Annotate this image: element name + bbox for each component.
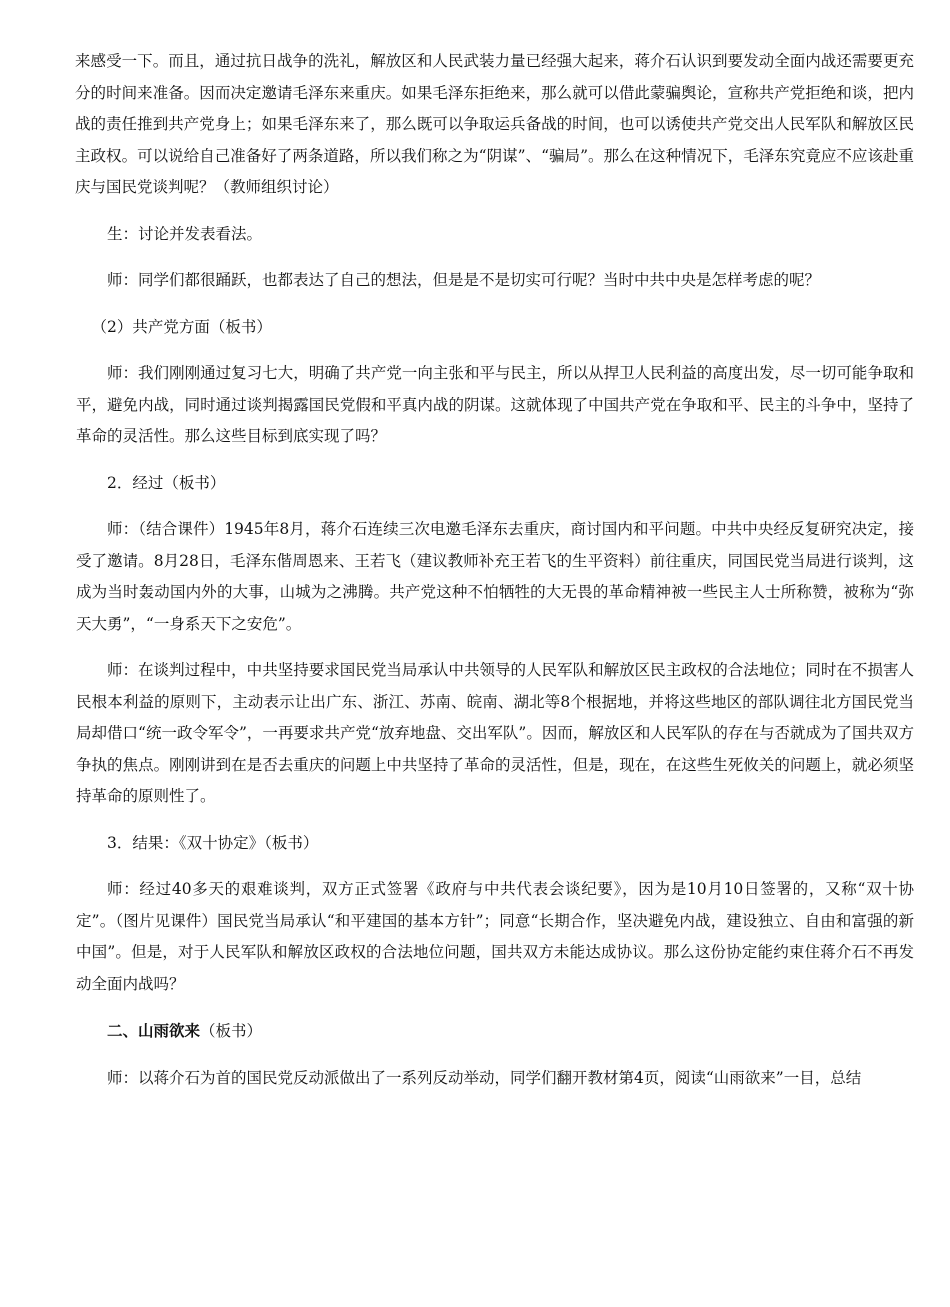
section-heading-suffix: （板书）	[200, 1022, 263, 1040]
subheading-process: 2．经过（板书）	[107, 473, 226, 492]
paragraph-student-discussion: 生：讨论并发表看法。	[107, 224, 263, 243]
subheading-result: 3．结果：《双十协定》（板书）	[107, 833, 319, 852]
paragraph-continued: 来感受一下。而且，通过抗日战争的洗礼，解放区和人民武装力量已经强大起来，蒋介石认识到要发动全面内战还需要更充分的时间来准备。因而决定邀请毛泽东来重庆。如果毛泽东拒绝来，那么就可以借此蒙骗舆论，宣称共产党拒绝和谈，把内战的责任推到共产党身上；如果毛泽东来了，那么既可以争取运兵备战的时间，也可以诱使共产党交出人民军队和解放区民主政权。可以说给自己准备好了两条道路，所以我们称之为“阴谋”、“骗局”。那么在这种情况下，毛泽东究竟应不应该赴重庆与国民党谈判呢？（教师组织讨论）	[75, 52, 914, 196]
section-heading-two	[76, 1015, 914, 1048]
paragraph-chongqing-trip: 师：（结合课件）1945年8月，蒋介石连续三次电邀毛泽东去重庆，商讨国内和平问题。中共中央经反复研究决定，接受了邀请。8月28日，毛泽东偕周恩来、王若飞（建议教师补充王若飞的生平资料）前往重庆，同国民党当局进行谈判，这成为当时轰动国内外的大事，山城为之沸腾。共产党这种不怕牺牲的大无畏的革命精神被一些民主人士所称赞，被称为“弥天大勇”，“一身系天下之安危”。	[76, 520, 914, 633]
paragraph-seventh-congress: 师：我们刚刚通过复习七大，明确了共产党一向主张和平与民主，所以从捍卫人民利益的高度出发，尽一切可能争取和平，避免内战，同时通过谈判揭露国民党假和平真内战的阴谋。这就体现了中国共产党在争取和平、民主的斗争中，坚持了革命的灵活性。那么这些目标到底实现了吗？	[76, 364, 914, 445]
subheading-communist-party: （2）共产党方面（板书）	[91, 317, 272, 336]
paragraph-final: 师：以蒋介石为首的国民党反动派做出了一系列反动举动，同学们翻开教材第4页，阅读“山雨欲来”一目，总结	[107, 1068, 862, 1087]
paragraph-negotiation: 师：在谈判过程中，中共坚持要求国民党当局承认中共领导的人民军队和解放区民主政权的合法地位；同时在不损害人民根本利益的原则下，主动表示让出广东、浙江、苏南、皖南、湖北等8个根据地，并将这些地区的部队调往北方国民党当局却借口“统一政令军令”，一再要求共产党“放弃地盘、交出军队”。因而，解放区和人民军队的存在与否就成为了国共双方争执的焦点。刚刚讲到在是否去重庆的问题上中共坚持了革命的灵活性，但是，现在，在这些生死攸关的问题上，就必须坚持革命的原则性了。	[76, 661, 914, 805]
paragraph-double-ten-agreement: 师：经过40多天的艰难谈判，双方正式签署《政府与中共代表会谈纪要》，因为是10月10日签署的，又称“双十协定”。（图片见课件）国民党当局承认“和平建国的基本方针”；同意“长期合作，坚决避免内战，建设独立、自由和富强的新中国”。但是，对于人民军队和解放区政权的合法地位问题，国共双方未能达成协议。那么这份协定能约束住蒋介石不再发动全面内战吗？	[76, 880, 914, 993]
section-heading-title: 二、山雨欲来	[107, 1021, 201, 1040]
paragraph-teacher-question: 师：同学们都很踊跃，也都表达了自己的想法，但是是不是切实可行呢？当时中共中央是怎样考虑的呢？	[107, 271, 821, 289]
